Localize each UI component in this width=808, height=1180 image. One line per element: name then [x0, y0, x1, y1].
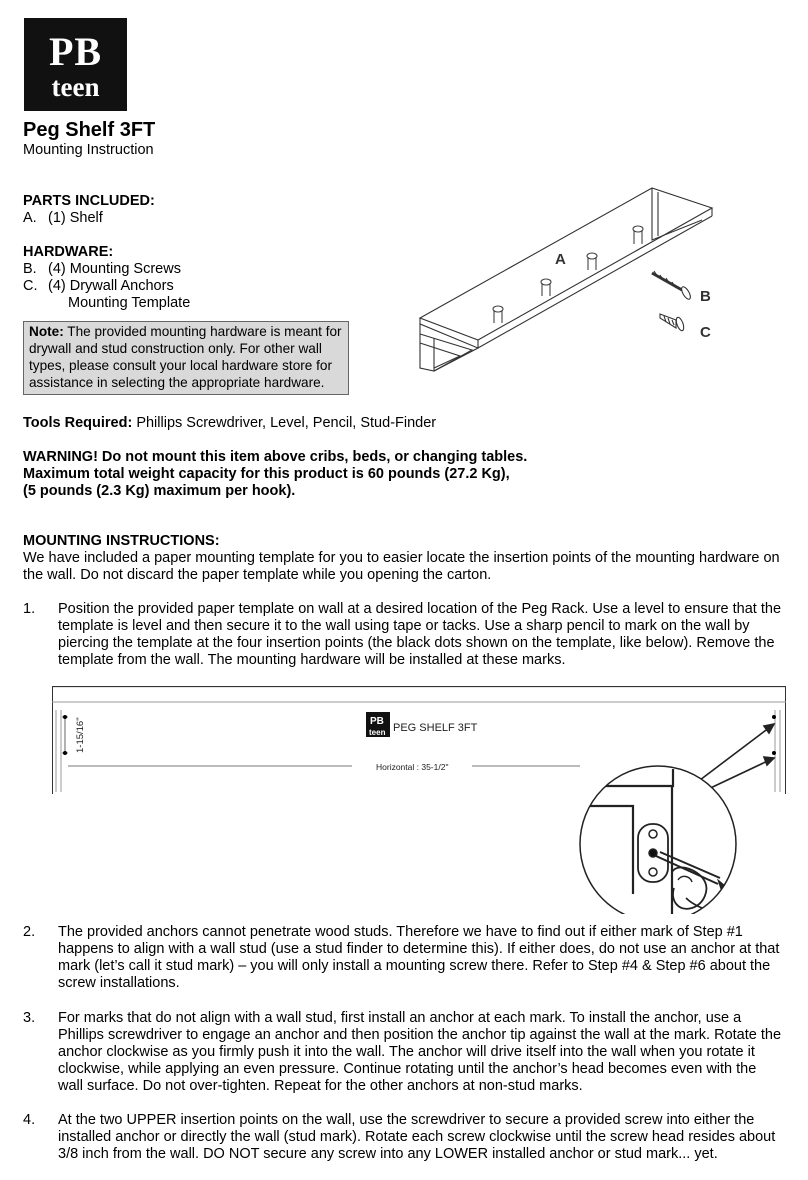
logo-teen: teen — [51, 72, 100, 102]
instructions-heading: MOUNTING INSTRUCTIONS: — [23, 533, 220, 549]
note-box — [23, 321, 349, 395]
pb-teen-logo — [24, 18, 127, 111]
figure-label-c: C — [700, 324, 711, 341]
hardware-item-b — [23, 261, 181, 278]
hardware-item-c — [23, 278, 174, 295]
step-number: 1. — [23, 601, 36, 617]
template-vertical-dim: 1-15/16" — [75, 717, 86, 753]
instructions-intro: We have included a paper mounting template for you to easier locate the insertion points of the mounting hardware on the wall. Do not discard the paper template while you opening the carton. — [23, 550, 780, 583]
step-number: 4. — [23, 1112, 36, 1128]
template-brand-bottom: teen — [369, 728, 386, 737]
hardware-item-letter: C. — [23, 278, 38, 294]
tools-label: Tools Required: — [23, 415, 133, 431]
shelf-figure — [412, 178, 722, 378]
template-name: PEG SHELF 3FT — [393, 722, 478, 734]
note-text: The provided mounting hardware is meant for drywall and stud construction only. For other wall types, please consult your local hardware store for assistance in selecting the appropriate hardware. — [29, 324, 342, 390]
hardware-item-text: (4) Mounting Screws — [48, 261, 181, 277]
tools-text: Phillips Screwdriver, Level, Pencil, Stud-Finder — [132, 415, 437, 431]
step-text: For marks that do not align with a wall stud, first install an anchor at each mark. To install the anchor, use a Phillips screwdriver to engage an anchor and then position the anchor tip against the wall at the mark. Rotate the anchor clockwise as you firmly push it into the wall. The anchor will drive itself into the wall when you rotate it clockwise, while applying an even pressure. Continue rotating until the anchor’s head becomes even with the wall surface. Do not over-tighten. Repeat for the other anchors at non-stud marks. — [58, 1010, 782, 1094]
page-title: Peg Shelf 3FT — [23, 119, 156, 141]
step-number: 2. — [23, 924, 36, 940]
hardware-template: Mounting Template — [68, 295, 191, 311]
hardware-item-letter: B. — [23, 261, 37, 277]
template-brand-top: PB — [370, 716, 384, 727]
figure-label-b: B — [700, 288, 711, 305]
logo-pb: PB — [48, 29, 103, 74]
parts-item-letter: A. — [23, 210, 37, 226]
step-text: At the two UPPER insertion points on the wall, use the screwdriver to secure a provided screw into either the installed anchor or directly the wall (stud mark). Rotate each screw clockwise until the screw head resides about 3/8 inch from the wall. DO NOT secure any screw into any LOWER installed anchor or stud mark... yet. — [58, 1112, 776, 1162]
warning-line-2: Maximum total weight capacity for this product is 60 pounds (27.2 Kg), — [23, 466, 510, 482]
hardware-item-text: (4) Drywall Anchors — [48, 278, 174, 294]
template-detail-figure — [578, 694, 800, 914]
step-text: The provided anchors cannot penetrate wood studs. Therefore we have to find out if either mark of Step #1 happens to align with a wall stud (use a stud finder to determine this). If either does, do not use an anchor at that mark (let’s call it stud mark) – you will only install a mounting screw there. Refer to Step #4 & Step #6 about the screw installations. — [58, 924, 780, 991]
page-subtitle: Mounting Instruction — [23, 142, 154, 158]
step-text: Position the provided paper template on wall at a desired location of the Peg Rack. Use a level to ensure that the template is level and then secure it to the wall using tape or tacks. Use a sharp pencil to mark on the wall by piercing the template at the four insertion points (the black dots shown on the template, like below). Remove the template from the wall. The mounting hardware will be installed at these marks. — [58, 601, 782, 668]
note-label: Note: — [29, 324, 64, 339]
parts-item-text: (1) Shelf — [48, 210, 103, 226]
warning-line-1: WARNING! Do not mount this item above cribs, beds, or changing tables. — [23, 449, 528, 465]
tools-line — [23, 415, 436, 432]
parts-heading: PARTS INCLUDED: — [23, 193, 155, 209]
parts-item-a — [23, 210, 103, 227]
step-number: 3. — [23, 1010, 36, 1026]
figure-label-a: A — [555, 251, 566, 268]
template-horizontal-dim: Horizontal : 35-1/2" — [376, 762, 449, 772]
hardware-heading: HARDWARE: — [23, 244, 114, 260]
warning-line-3: (5 pounds (2.3 Kg) maximum per hook). — [23, 483, 296, 499]
